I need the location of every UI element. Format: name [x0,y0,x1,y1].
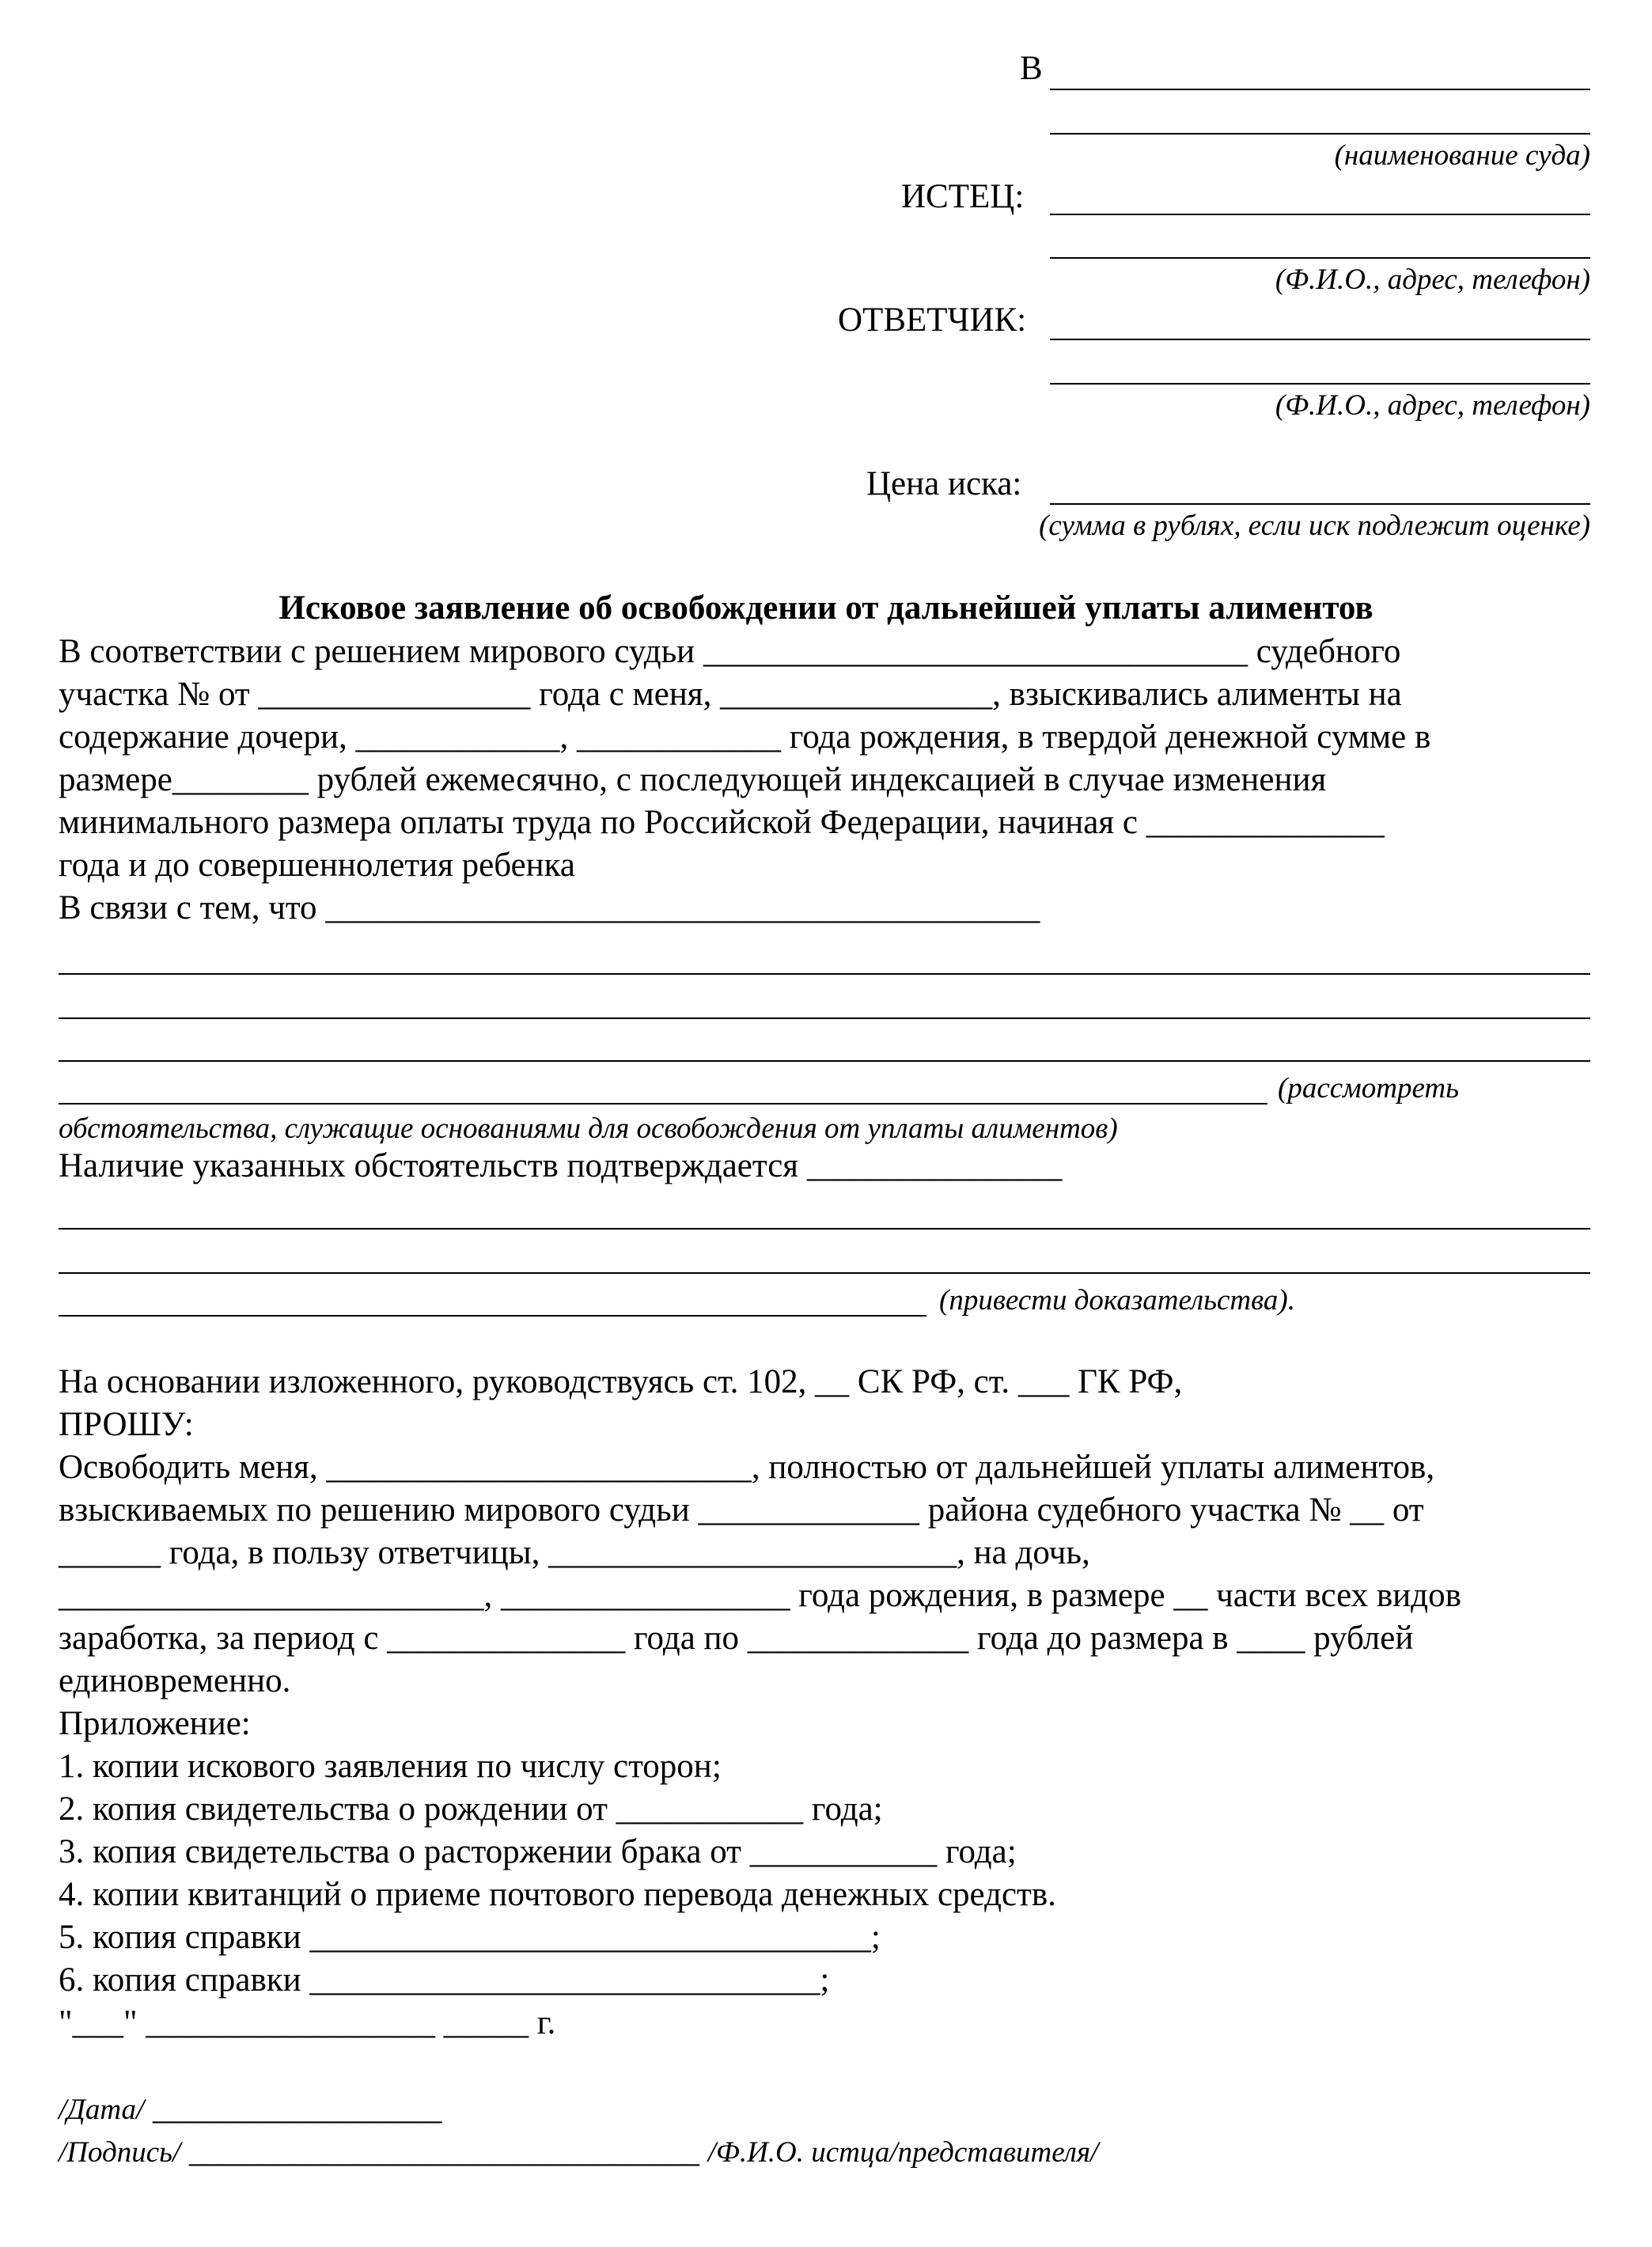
price-note: (сумма в рублях, если иск подлежит оценке) [1039,510,1590,542]
attachment-item: 5. копия справки _________________________________; [59,1919,881,1956]
evidence-blank[interactable]: _______________ [806,1147,1063,1184]
reason-line-1[interactable] [59,973,1590,975]
start-date-blank[interactable]: ______________ [1146,804,1385,841]
body-text: рублей ежемесячно, с последующей индексацией в случае изменения [308,761,1327,798]
plaintiff-note: (Ф.И.О., адрес, телефон) [1275,263,1590,296]
signature-date-row [59,2087,442,2131]
reason-line-3[interactable] [59,1060,1590,1062]
attachment-item: 6. копия справки ______________________________; [59,1961,830,1999]
defendant-note: (Ф.И.О., адрес, телефон) [1275,389,1590,422]
body-line-7 [59,887,1040,930]
plaintiff-label: ИСТЕЦ: [901,178,1025,215]
body-text: участка № от [59,676,259,713]
document-title: Исковое заявление об освобождении от дальнейшей уплаты алиментов [278,589,1374,627]
evidence-note: (привести доказательства). [939,1284,1295,1317]
evidence-line-3[interactable] [59,1315,926,1317]
date-line: "___" _________________ _____ г. [59,2004,556,2041]
request-line-1: На основании изложенного, руководствуясь ст. 102, __ СК РФ, ст. ___ ГК РФ, [59,1363,1183,1400]
name-blank[interactable]: ________________ [720,676,993,713]
body-text: В соответствии с решением мирового судьи [59,633,703,670]
body-text: , взыскивались алименты на [992,676,1402,713]
request-line-6: _________________________, _________________ года рождения, в размере __ части всех видов [59,1577,1461,1614]
request-line-5: ______ года, в пользу ответчицы, ________________________, на дочь, [59,1534,1090,1571]
body-line-6: года и до совершеннолетия ребенка [59,847,575,884]
plaintiff-line-1[interactable] [1050,214,1590,215]
birth-year-blank[interactable]: ____________ [576,718,781,756]
sign-blank[interactable]: ______________________________ [189,2132,700,2169]
amount-blank[interactable]: ________ [172,761,309,798]
date-label: /Дата/ [59,2094,145,2126]
decision-date-blank[interactable]: ________________ [258,676,531,713]
court-prefix: В [1020,50,1043,87]
defendant-label: ОТВЕТЧИК: [838,301,1027,339]
attachment-item: 3. копия свидетельства о расторжении брака от ___________ года; [59,1833,1017,1870]
daughter-name-blank[interactable]: ____________ [355,718,560,756]
body-text: судебного [1247,633,1401,670]
body-text: размере [59,761,172,798]
reason-line-4[interactable] [59,1103,1267,1105]
body-text: содержание дочери, [59,718,356,756]
request-heading: ПРОШУ: [59,1406,194,1443]
body-text: Наличие указанных обстоятельств подтверждается [59,1147,807,1184]
judge-blank[interactable]: ________________________________ [703,633,1248,670]
body-text: минимального размера оплаты труда по Российской Федерации, начиная с [59,804,1146,841]
price-label: Цена иска: [866,465,1022,502]
reason-blank[interactable]: __________________________________________ [325,889,1040,926]
reason-line-2[interactable] [59,1017,1590,1019]
evidence-line-2[interactable] [59,1272,1590,1274]
attachment-item: 4. копии квитанций о приеме почтового перевода денежных средств. [59,1876,1056,1913]
circumstances-note-a: (рассмотреть [1278,1072,1459,1105]
body-line-4 [59,759,1326,801]
evidence-line [59,1145,1062,1188]
attachments-label: Приложение: [59,1705,251,1742]
body-line-5 [59,801,1385,844]
body-text: года рождения, в твердой денежной сумме в [780,718,1431,756]
circumstances-note-b: обстоятельства, служащие основаниями для освобождения от уплаты алиментов) [59,1112,1118,1145]
request-line-4: взыскиваемых по решению мирового судьи _____________ района судебного участка № __ от [59,1491,1424,1529]
name-label: /Ф.И.О. истца/представителя/ [707,2136,1099,2169]
request-line-7: заработка, за период с ______________ года по _____________ года до размера в ____ рублей [59,1620,1414,1657]
sign-label: /Подпись/ [59,2136,181,2169]
request-line-8: единовременно. [59,1662,291,1699]
date-blank[interactable]: _________________ [153,2090,442,2127]
evidence-line-1[interactable] [59,1228,1590,1230]
defendant-line-1[interactable] [1050,339,1590,340]
body-text: , [559,718,577,756]
attachment-item: 1. копии искового заявления по числу сторон; [59,1748,722,1785]
body-text: года с меня, [530,676,721,713]
request-line-3: Освободить меня, _________________________, полностью от дальнейшей уплаты алиментов, [59,1449,1435,1486]
court-name-line-1[interactable] [1050,89,1590,90]
body-line-3 [59,716,1430,759]
body-text: В связи с тем, что [59,889,326,926]
body-line-2 [59,673,1402,716]
body-line-1 [59,631,1400,673]
court-note: (наименование суда) [1334,139,1590,172]
attachment-item: 2. копия свидетельства о рождении от ___________ года; [59,1790,883,1828]
signature-sign-row [59,2130,1098,2174]
